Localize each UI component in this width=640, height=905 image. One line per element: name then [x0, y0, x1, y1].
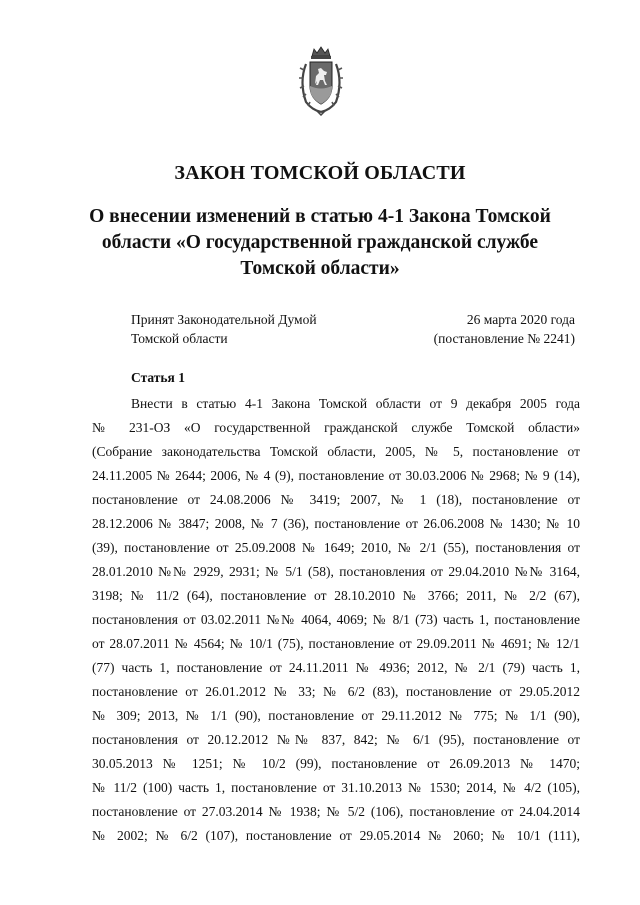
- adopted-resolution-line: (постановление № 2241): [433, 331, 575, 346]
- body-line: 30.05.2013 № 1251; № 10/2 (99), постановление от 26.09.2013 № 1470;: [92, 756, 580, 771]
- adopted-by: [131, 310, 317, 348]
- body-line: постановление от 26.01.2012 № 33; № 6/2 (83), постановление от 29.05.2012: [92, 684, 580, 699]
- body-line: от 28.07.2011 № 4564; № 10/1 (75), постановление от 29.09.2011 № 4691; № 12/1: [92, 636, 580, 651]
- body-line: Внести в статью 4-1 Закона Томской области от 9 декабря 2005 года: [131, 396, 580, 411]
- adopted-by-line: Томской области: [131, 331, 228, 346]
- body-line: постановления от 03.02.2011 №№ 4064, 4069; № 8/1 (73) часть 1, постановление: [92, 612, 580, 627]
- body-line: 28.01.2010 №№ 2929, 2931; № 5/1 (58), постановления от 29.04.2010 №№ 3164,: [92, 564, 580, 579]
- adopted-date-line: 26 марта 2020 года: [466, 312, 575, 327]
- subtitle-line: О внесении изменений в статью 4-1 Закона Томской: [89, 206, 551, 227]
- body-line: № 11/2 (100) часть 1, постановление от 31.10.2013 № 1530; 2014, № 4/2 (105),: [92, 780, 580, 795]
- coat-of-arms-icon: [296, 44, 346, 116]
- law-title: ЗАКОН ТОМСКОЙ ОБЛАСТИ: [174, 162, 466, 184]
- law-subtitle: [60, 204, 580, 282]
- body-line: постановление от 27.03.2014 № 1938; № 5/2 (106), постановление от 24.04.2014: [92, 804, 580, 819]
- subtitle-line: области «О государственной гражданской службе: [101, 232, 539, 253]
- body-line: (39), постановление от 25.09.2008 № 1649; 2010, № 2/1 (55), постановления от: [92, 540, 580, 555]
- body-line: (Собрание законодательства Томской области, 2005, № 5, постановление от: [92, 444, 580, 459]
- subtitle-line: Томской области»: [240, 258, 400, 279]
- adopted-by-line: Принят Законодательной Думой: [131, 312, 317, 327]
- body-line: 24.11.2005 № 2644; 2006, № 4 (9), постановление от 30.03.2006 № 2968; № 9 (14),: [92, 468, 580, 483]
- article-body: [92, 392, 580, 848]
- article-heading: Статья 1: [131, 370, 185, 385]
- adopted-date: [425, 310, 575, 348]
- body-line: 28.12.2006 № 3847; 2008, № 7 (36), постановление от 26.06.2008 № 1430; № 10: [92, 516, 580, 531]
- body-line: № 309; 2013, № 1/1 (90), постановление от 29.11.2012 № 775; № 1/1 (90),: [92, 708, 580, 723]
- body-line: (77) часть 1, постановление от 24.11.2011 № 4936; 2012, № 2/1 (79) часть 1,: [92, 660, 580, 675]
- body-line: постановление от 24.08.2006 № 3419; 2007, № 1 (18), постановление от: [92, 492, 580, 507]
- body-line: 3198; № 11/2 (64), постановление от 28.10.2010 № 3766; 2011, № 2/2 (67),: [92, 588, 580, 603]
- body-line: № 231-ОЗ «О государственной гражданской службе Томской области»: [92, 420, 580, 435]
- body-line: постановления от 20.12.2012 №№ 837, 842; № 6/1 (95), постановление от: [92, 732, 580, 747]
- body-line: № 2002; № 6/2 (107), постановление от 29.05.2014 № 2060; № 10/1 (111),: [92, 828, 580, 843]
